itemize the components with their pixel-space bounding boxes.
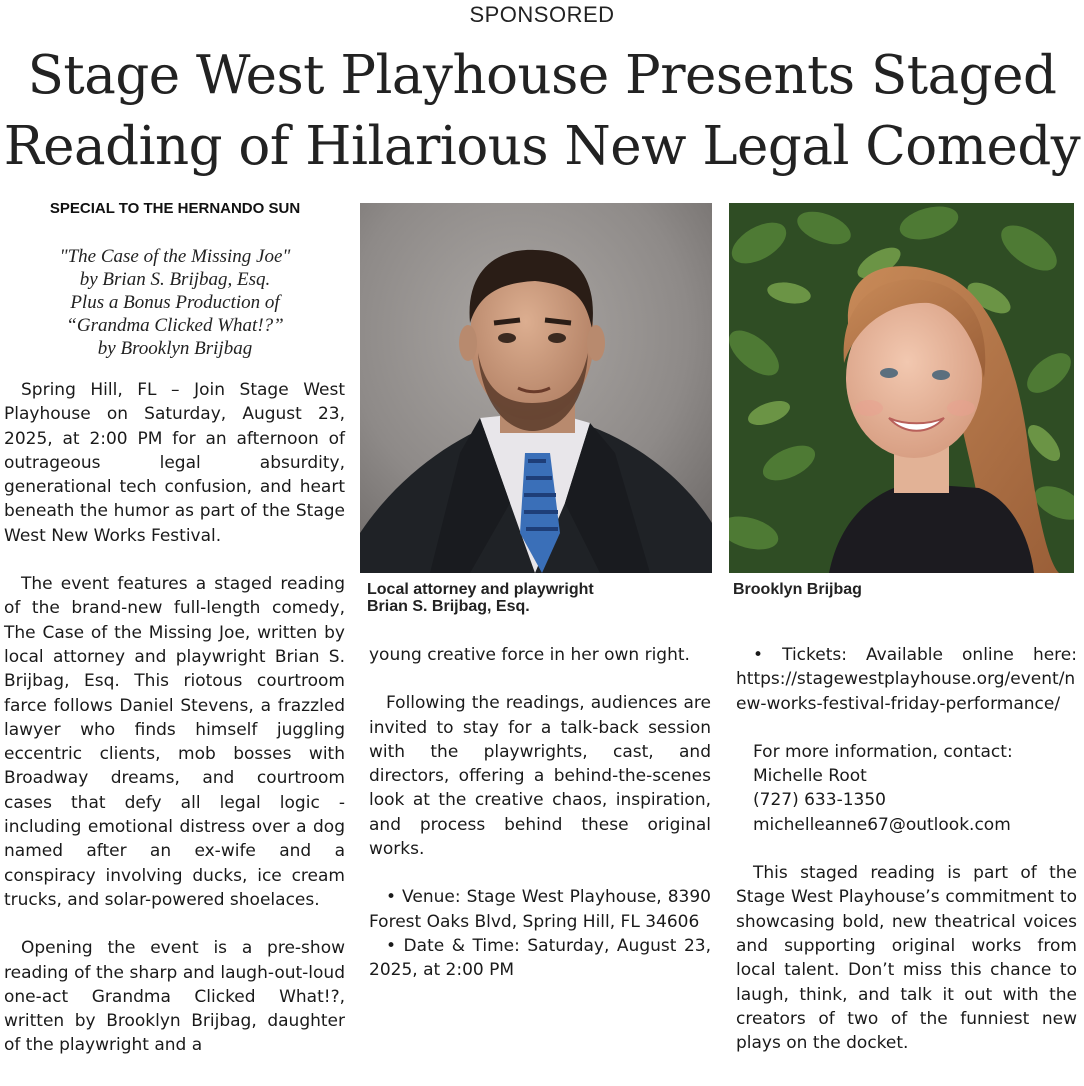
article-column-1 — [4, 378, 345, 1058]
article-column-2 — [369, 643, 711, 983]
paragraph-opening: Opening the event is a pre-show reading of the sharp and laugh-out-loud one-act Grandma Clicked What!?, written by Brooklyn Brijbag, daughter of the playwright and a — [4, 938, 345, 1056]
tickets-link[interactable]: https://stagewestplayhouse.org/event/new-works-festival-friday-performance/ — [736, 669, 1076, 714]
photo-brooklyn-brijbag — [729, 203, 1074, 573]
caption-line-1: Local attorney and playwright — [367, 581, 594, 598]
article-column-3 — [736, 643, 1077, 1055]
subtitle-line-3: Plus a Bonus Production of — [70, 292, 280, 313]
subtitle-block — [0, 245, 350, 360]
paragraph-event: The event features a staged reading of the brand-new full-length comedy, The Case of the Missing Joe, written by local attorney and playwright Brian S. Brijbag, Esq. This riotous courtroom farce follows Daniel Stevens, a frazzled lawyer who finds himself juggling eccentric clients, mob bosses with Broadway dreams, and courtroom cases that defy all legal logic - including emotional distress over a dog named after an ex-wife and a conspiracy involving ducks, ice cream trucks, and solar-powered shoelaces. — [4, 574, 345, 910]
subtitle-line-5: by Brooklyn Brijbag — [97, 338, 253, 359]
portrait-girl-image — [729, 203, 1074, 573]
byline: SPECIAL TO THE HERNANDO SUN — [49, 200, 301, 217]
bullet-venue: • Venue: Stage West Playhouse, 8390 Forest Oaks Blvd, Spring Hill, FL 34606 — [369, 887, 711, 932]
subtitle-line-2: by Brian S. Brijbag, Esq. — [79, 269, 271, 290]
caption-brooklyn-brijbag: Brooklyn Brijbag — [733, 581, 862, 598]
headline-line-2: Reading of Hilarious New Legal Comedy — [3, 116, 1081, 177]
headline — [0, 40, 1084, 182]
paragraph-continuation: young creative force in her own right. — [369, 645, 690, 665]
contact-phone: (727) 633-1350 — [753, 790, 886, 811]
paragraph-closing: This staged reading is part of the Stage West Playhouse’s commitment to showcasing bold, new theatrical voices and supporting original works from local talent. Don’t miss this chance to laugh, think, and talk it out with the creators of two of the funniest new plays on the docket. — [736, 863, 1077, 1054]
paragraph-talkback: Following the readings, audiences are invited to stay for a talk-back session with the playwrights, cast, and directors, offering a behind-the-scenes look at the creative chaos, inspiration, and process behind these original works. — [369, 693, 711, 860]
caption-brian-brijbag — [367, 581, 712, 615]
contact-email[interactable]: michelleanne67@outlook.com — [753, 814, 1011, 835]
photo-brian-brijbag — [360, 203, 712, 573]
caption-line-2: Brian S. Brijbag, Esq. — [367, 598, 530, 615]
paragraph-intro: Spring Hill, FL – Join Stage West Playhouse on Saturday, August 23, 2025, at 2:00 PM for an afternoon of outrageous legal absurdity, generational tech confusion, and heart beneath the humor as part of the Stage West New Works Festival. — [4, 380, 345, 546]
contact-name: Michelle Root — [753, 766, 867, 787]
portrait-man-image — [360, 203, 712, 573]
bullet-tickets: • Tickets: Available online here: — [753, 645, 1077, 665]
subtitle-line-4: “Grandma Clicked What!?” — [66, 315, 284, 336]
subtitle-line-1: "The Case of the Missing Joe" — [59, 246, 291, 267]
contact-label: For more information, contact: — [753, 741, 1013, 762]
bullet-datetime: • Date & Time: Saturday, August 23, 2025, at 2:00 PM — [369, 935, 711, 981]
contact-block — [736, 740, 1077, 837]
sponsored-label: SPONSORED — [469, 2, 615, 27]
headline-line-1: Stage West Playhouse Presents Staged — [27, 45, 1057, 106]
